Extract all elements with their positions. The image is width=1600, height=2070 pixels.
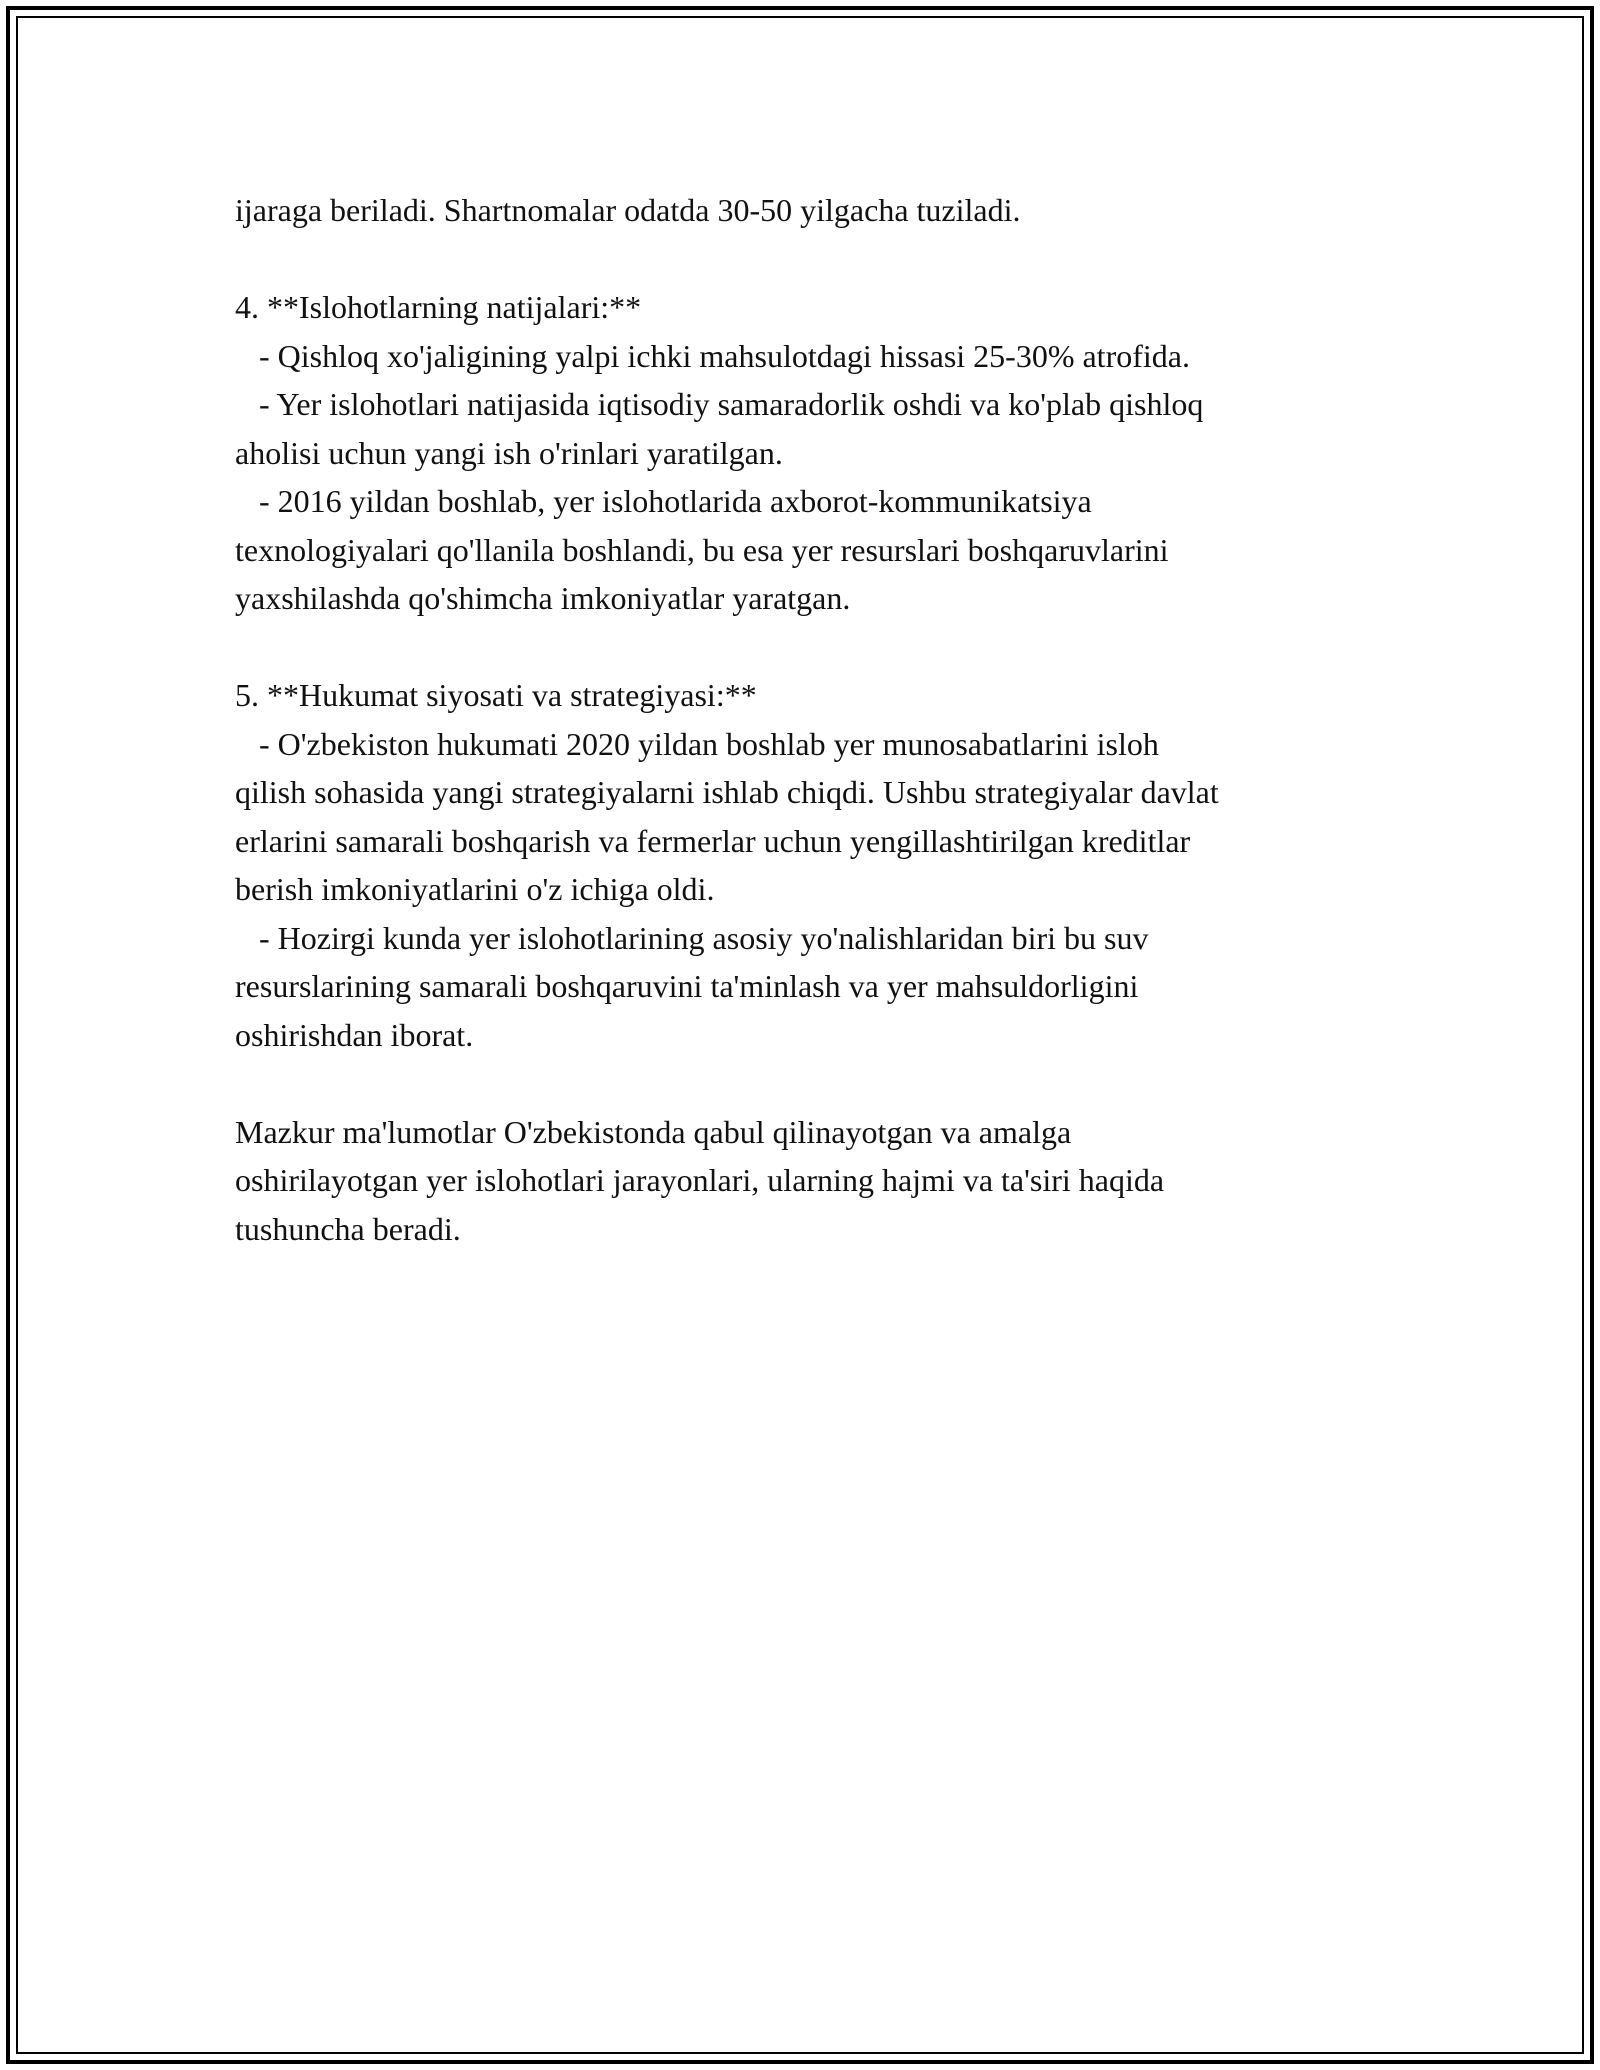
section-4-heading: 4. **Islohotlarning natijalari:** xyxy=(235,289,642,325)
intro-line: ijaraga beriladi. Shartnomalar odatda 30-50 yilgachа tuziladi. xyxy=(235,192,1021,228)
section-5-line: erlarini samarali boshqarish va fermerlar uchun yengillashtirilgan kreditlar xyxy=(235,822,1191,859)
section-4-line: yaxshilashda qo'shimcha imkoniyatlar yaratgan. xyxy=(235,580,851,616)
section-4-line: aholisi uchun yangi ish o'rinlari yaratilgan. xyxy=(235,434,783,471)
conclusion-line: tushuncha beradi. xyxy=(235,1210,461,1247)
document-body xyxy=(235,186,1415,1253)
paragraph-gap xyxy=(235,623,1415,672)
paragraph-gap xyxy=(235,1059,1415,1108)
section-4-line: - Yer islohotlari natijasida iqtisodiy samaradorlik oshdi va ko'plab qishloq xyxy=(235,386,1204,422)
section-5-line: resurslarining samarali boshqaruvini ta'minlash va yer mahsuldorligini xyxy=(235,968,1139,1004)
section-5-line: berish imkoniyatlarini o'z ichiga oldi. xyxy=(235,871,715,907)
conclusion-line: Mazkur ma'lumotlar O'zbekistonda qabul qilinayotgan va amalga xyxy=(235,1113,1072,1150)
section-4-line: texnologiyalari qo'llanila boshlandi, bu esa yer resurslari boshqaruvlarini xyxy=(235,531,1169,568)
section-4-line: - 2016 yildan boshlab, yer islohotlarida axborot-kommunikatsiya xyxy=(235,483,1092,519)
section-5-line: qilish sohasida yangi strategiyalarni ishlab chiqdi. Ushbu strategiyalar davlat xyxy=(235,774,1219,810)
section-5-line: - Hozirgi kunda yer islohotlarining asosiy yo'nalishlaridan biri bu suv xyxy=(235,919,1149,956)
conclusion-line: oshirilayotgan yer islohotlari jarayonlari, ularning hajmi va ta'siri haqida xyxy=(235,1162,1165,1198)
section-5-line: - O'zbekiston hukumati 2020 yildan boshlab yer munosabatlarini isloh xyxy=(235,725,1159,762)
section-5-heading: 5. **Hukumat siyosati va strategiyasi:** xyxy=(235,677,757,713)
section-5-line: oshirishdan iborat. xyxy=(235,1016,474,1053)
section-4-line: - Qishloq xo'jaligining yalpi ichki mahsulotdagi hissasi 25-30% atrofida. xyxy=(235,337,1190,374)
paragraph-gap xyxy=(235,235,1415,284)
